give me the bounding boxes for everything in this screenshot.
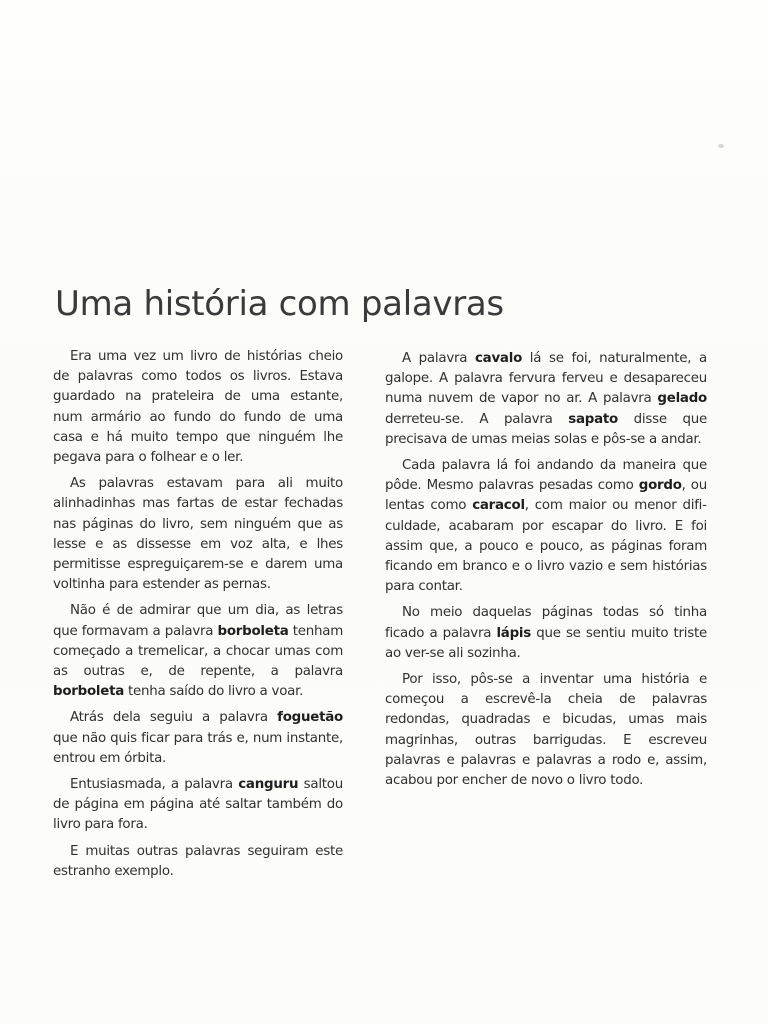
paragraph (385, 456, 707, 597)
text-run: Por isso, pôs-se a inventar uma história e começou a escrevê-la cheia de palavras redondas, quadradas e bicudas, umas mais magrinhas, outras barrigudas. E escreveu palavras e palavras e palavras a rodo e, assim, acabou por encher de novo o livro todo. (385, 672, 707, 789)
text-run: , com maior ou menor dificuldade, acabaram por escapar do livro. E foi assim que, a pouco e pouco, as páginas foram ficando em branco e o livro vazio e sem histórias para contar. (385, 498, 707, 595)
paragraph (53, 842, 343, 882)
paragraph (53, 708, 343, 769)
text-run: Não é de admirar que um dia, as letras que formavam a palavra (53, 603, 343, 639)
right-column (385, 349, 707, 797)
paragraph (385, 603, 707, 664)
paragraph (385, 349, 707, 450)
page-title: Uma história com palavras (55, 284, 504, 324)
highlighted-word: canguru (238, 777, 299, 793)
highlighted-word: caracol (472, 498, 525, 514)
text-run: Era uma vez um livro de histórias cheio de palavras como todos os livros. Estava guardado na prateleira de uma estante, num armário ao fundo do fundo de uma casa e há muito tempo que ninguém lhe pegava para o folhear e o ler. (53, 349, 343, 466)
highlighted-word: lápis (496, 625, 531, 641)
paragraph (385, 670, 707, 791)
highlighted-word: borboleta (217, 623, 289, 639)
highlighted-word: cavalo (474, 351, 523, 366)
text-run: Entusiasmada, a palavra (70, 777, 239, 793)
paragraph (53, 775, 343, 836)
paragraph (53, 474, 343, 595)
text-run: A palavra (402, 351, 475, 366)
text-run: que se sentiu muito triste ao ver-se ali sozinha. (385, 625, 707, 661)
paragraph (53, 347, 343, 468)
text-run: No meio daquelas páginas todas só tinha ficado a palavra (385, 605, 707, 641)
highlighted-word: gelado (657, 391, 707, 407)
text-run: que não quis ficar para trás e, num instante, entrou em órbita. (53, 730, 343, 766)
paragraph (53, 601, 343, 702)
text-run: saltou de página em página até saltar também do livro para fora. (53, 777, 343, 833)
text-run: derreteu-se. A palavra (385, 411, 569, 427)
highlighted-word: gordo (638, 478, 682, 494)
text-run: disse que precisava de umas meias solas e pôs-se a andar. (385, 411, 708, 447)
text-run: tenham começado a tremelicar, a chocar umas com as outras e, de repente, a palavra (53, 623, 343, 680)
text-run: Cada palavra lá foi andando da maneira que pôde. Mesmo palavras pesadas como (385, 458, 707, 494)
text-run: Atrás dela seguiu a palavra (70, 710, 278, 726)
text-run: , ou lentas como (385, 478, 707, 514)
text-run: As palavras estavam para ali muito alinhadinhas mas fartas de estar fechadas nas páginas do livro, sem ninguém que as lesse e as dissesse em voz alta, e lhes permitisse espreguiçarem-se e darem uma voltinha para estender as pernas. (53, 476, 343, 593)
highlighted-word: borboleta (53, 684, 125, 700)
text-run: lá se foi, naturalmente, a galope. A palavra fervura ferveu e desapareceu numa nuvem de vapor no ar. A palavra (385, 351, 707, 407)
text-run: tenha saído do livro a voar. (124, 684, 304, 700)
paper-speck (718, 144, 724, 148)
text-run: E muitas outras palavras seguiram este estranho exemplo. (53, 843, 343, 879)
highlighted-word: sapato (568, 411, 618, 427)
left-column (53, 347, 343, 888)
highlighted-word: foguetão (277, 710, 343, 726)
